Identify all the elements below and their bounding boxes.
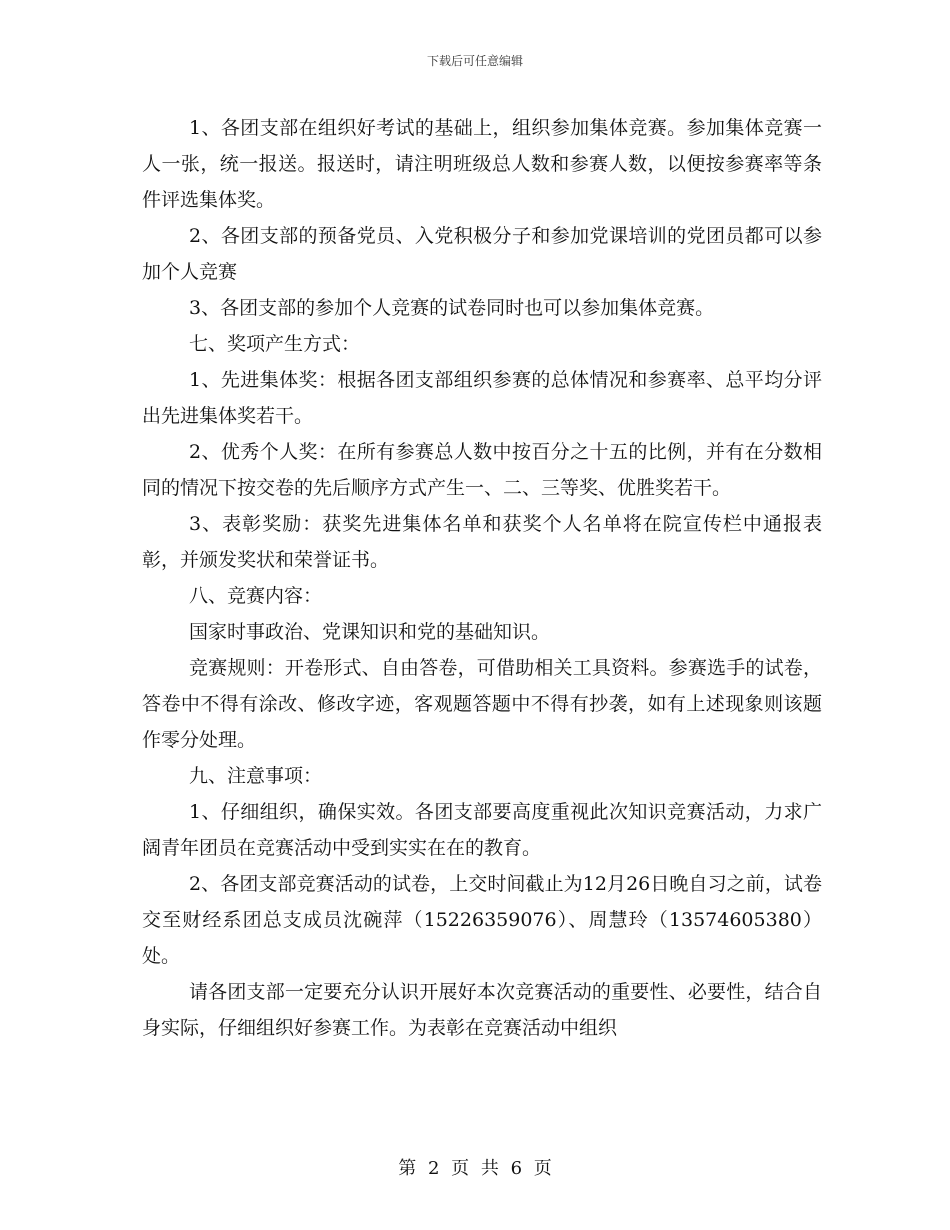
paragraph: 1、先进集体奖：根据各团支部组织参赛的总体情况和参赛率、总平均分评出先进集体奖若干。 [142, 369, 822, 427]
paragraph: 国家时事政治、党课知识和党的基础知识。 [189, 621, 551, 643]
paragraph: 1、仔细组织，确保实效。各团支部要高度重视此次知识竞赛活动，力求广阔青年团员在竞赛活动中受到实实在在的教育。 [142, 801, 822, 859]
paragraph: 3、各团支部的参加个人竞赛的试卷同时也可以参加集体竞赛。 [189, 297, 715, 319]
paragraph: 2、各团支部的预备党员、入党积极分子和参加党课培训的党团员都可以参加个人竞赛 [142, 225, 822, 283]
paragraph: 1、各团支部在组织好考试的基础上，组织参加集体竞赛。参加集体竞赛一人一张，统一报送。报送时，请注明班级总人数和参赛人数，以便按参赛率等条件评选集体奖。 [142, 117, 822, 211]
document-body [142, 110, 822, 1046]
header-note: 下载后可任意编辑 [426, 54, 523, 68]
section-heading: 九、注意事项： [189, 765, 323, 787]
paragraph: 请各团支部一定要充分认识开展好本次竞赛活动的重要性、必要性，结合自身实际，仔细组织好参赛工作。为表彰在竞赛活动中组织 [142, 981, 822, 1039]
section-heading: 七、奖项产生方式： [189, 333, 361, 355]
paragraph: 2、优秀个人奖：在所有参赛总人数中按百分之十五的比例，并有在分数相同的情况下按交卷的先后顺序方式产生一、二、三等奖、优胜奖若干。 [142, 441, 822, 499]
page-number: 第 2 页 共 6 页 [398, 1158, 552, 1179]
paragraph: 3、表彰奖励：获奖先进集体名单和获奖个人名单将在院宣传栏中通报表彰，并颁发奖状和荣誉证书。 [142, 513, 822, 571]
section-heading: 八、竞赛内容： [189, 585, 323, 607]
paragraph: 2、各团支部竞赛活动的试卷，上交时间截止为12月26日晚自习之前，试卷交至财经系团总支成员沈碗萍（15226359076）、周慧玲（13574605380）处。 [142, 873, 822, 967]
paragraph: 竞赛规则：开卷形式、自由答卷，可借助相关工具资料。参赛选手的试卷，答卷中不得有涂改、修改字迹，客观题答题中不得有抄袭，如有上述现象则该题作零分处理。 [142, 657, 822, 751]
